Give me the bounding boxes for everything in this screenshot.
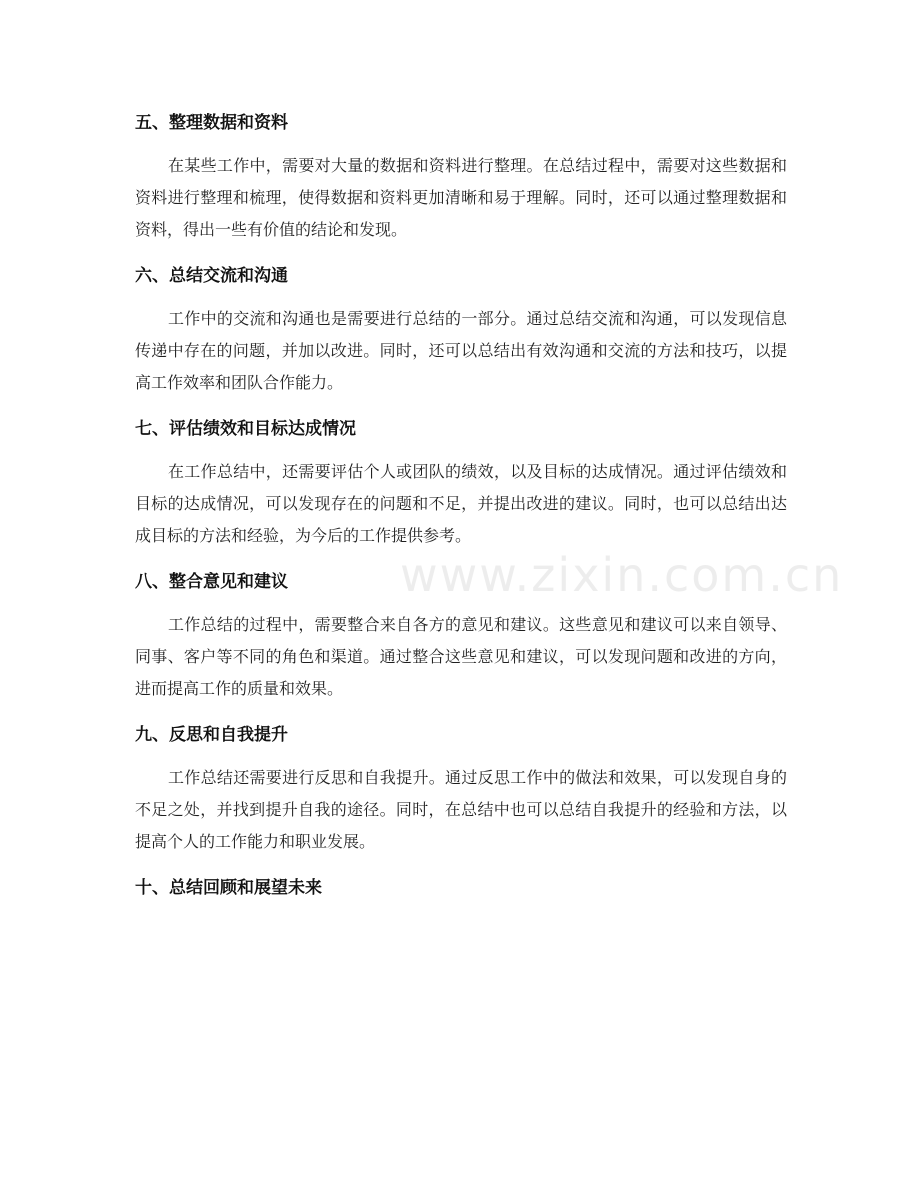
section-heading: 五、整理数据和资料 <box>135 113 288 133</box>
section-heading: 十、总结回顾和展望未来 <box>135 878 322 898</box>
section-5 <box>135 106 787 246</box>
section-6 <box>135 259 787 399</box>
document-content <box>135 106 787 915</box>
watermark: www.zixin.com.cn <box>400 548 844 602</box>
section-7 <box>135 412 787 552</box>
section-heading: 九、反思和自我提升 <box>135 725 288 745</box>
section-heading: 八、整合意见和建议 <box>135 572 288 592</box>
section-paragraph: 在某些工作中，需要对大量的数据和资料进行整理。在总结过程中，需要对这些数据和资料进行整理和梳理，使得数据和资料更加清晰和易于理解。同时，还可以通过整理数据和资料，得出一些有价值的结论和发现。 <box>135 156 787 239</box>
section-paragraph: 工作总结还需要进行反思和自我提升。通过反思工作中的做法和效果，可以发现自身的不足之处，并找到提升自我的途径。同时，在总结中也可以总结自我提升的经验和方法，以提高个人的工作能力和职业发展。 <box>135 768 787 851</box>
section-paragraph: 工作总结的过程中，需要整合来自各方的意见和建议。这些意见和建议可以来自领导、同事、客户等不同的角色和渠道。通过整合这些意见和建议，可以发现问题和改进的方向，进而提高工作的质量和效果。 <box>135 615 787 698</box>
section-paragraph: 在工作总结中，还需要评估个人或团队的绩效，以及目标的达成情况。通过评估绩效和目标的达成情况，可以发现存在的问题和不足，并提出改进的建议。同时，也可以总结出达成目标的方法和经验，为今后的工作提供参考。 <box>135 462 787 545</box>
section-8 <box>135 565 787 705</box>
section-paragraph: 工作中的交流和沟通也是需要进行总结的一部分。通过总结交流和沟通，可以发现信息传递中存在的问题，并加以改进。同时，还可以总结出有效沟通和交流的方法和技巧，以提高工作效率和团队合作能力。 <box>135 309 787 392</box>
section-10 <box>135 871 787 905</box>
section-heading: 七、评估绩效和目标达成情况 <box>135 419 356 439</box>
section-heading: 六、总结交流和沟通 <box>135 266 288 286</box>
section-9 <box>135 718 787 858</box>
